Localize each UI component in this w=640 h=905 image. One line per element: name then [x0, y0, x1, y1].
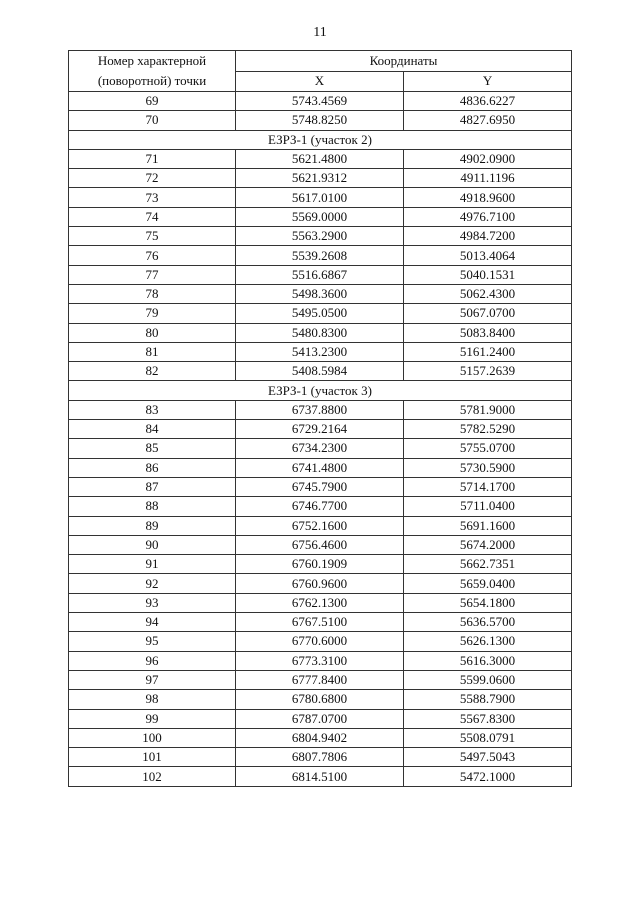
header-point-line2: (поворотной) точки: [97, 73, 207, 88]
x-coordinate-cell: 5539.2608: [236, 246, 404, 265]
x-coordinate-cell: 5743.4569: [236, 92, 404, 111]
point-number-cell: 69: [69, 92, 236, 111]
y-coordinate-cell: 5567.8300: [404, 709, 572, 728]
y-coordinate-cell: 4836.6227: [404, 92, 572, 111]
y-coordinate-cell: 5616.3000: [404, 651, 572, 670]
x-coordinate-cell: 6762.1300: [236, 593, 404, 612]
x-coordinate-cell: 5413.2300: [236, 342, 404, 361]
point-number-cell: 83: [69, 400, 236, 419]
y-coordinate-cell: 5588.7900: [404, 690, 572, 709]
point-number-cell: 95: [69, 632, 236, 651]
x-coordinate-cell: 6746.7700: [236, 497, 404, 516]
x-coordinate-cell: 6773.3100: [236, 651, 404, 670]
table-row: [69, 516, 572, 535]
table-row: [69, 497, 572, 516]
point-number-cell: 80: [69, 323, 236, 342]
table-row: [69, 362, 572, 381]
point-number-cell: 97: [69, 670, 236, 689]
point-number-cell: 86: [69, 458, 236, 477]
table-row: [69, 670, 572, 689]
point-number-cell: 99: [69, 709, 236, 728]
point-number-cell: 87: [69, 477, 236, 496]
table-row: [69, 458, 572, 477]
y-coordinate-cell: 5062.4300: [404, 284, 572, 303]
table-row: [69, 169, 572, 188]
x-coordinate-cell: 6760.9600: [236, 574, 404, 593]
x-coordinate-cell: 6760.1909: [236, 555, 404, 574]
y-coordinate-cell: 4976.7100: [404, 207, 572, 226]
table-row: [69, 400, 572, 419]
table-row: [69, 284, 572, 303]
x-coordinate-cell: 6770.6000: [236, 632, 404, 651]
point-number-cell: 98: [69, 690, 236, 709]
point-number-cell: 82: [69, 362, 236, 381]
table-row: [69, 92, 572, 111]
point-number-cell: 88: [69, 497, 236, 516]
x-coordinate-cell: 6745.7900: [236, 477, 404, 496]
x-coordinate-cell: 6734.2300: [236, 439, 404, 458]
x-coordinate-cell: 5480.8300: [236, 323, 404, 342]
x-coordinate-cell: 6814.5100: [236, 767, 404, 786]
point-number-cell: 73: [69, 188, 236, 207]
table-row: [69, 555, 572, 574]
point-number-cell: 100: [69, 728, 236, 747]
x-coordinate-cell: 5498.3600: [236, 284, 404, 303]
point-number-cell: 77: [69, 265, 236, 284]
x-coordinate-cell: 5748.8250: [236, 111, 404, 130]
y-coordinate-cell: 5636.5700: [404, 613, 572, 632]
point-number-cell: 70: [69, 111, 236, 130]
table-row: [69, 439, 572, 458]
x-coordinate-cell: 6741.4800: [236, 458, 404, 477]
y-coordinate-cell: 5599.0600: [404, 670, 572, 689]
y-coordinate-cell: 5626.1300: [404, 632, 572, 651]
x-coordinate-cell: 5569.0000: [236, 207, 404, 226]
coordinates-table: [68, 50, 572, 787]
point-number-cell: 101: [69, 748, 236, 767]
section-label: ЕЗРЗ-1 (участок 3): [69, 381, 572, 400]
x-coordinate-cell: 6752.1600: [236, 516, 404, 535]
table-row: [69, 748, 572, 767]
table-row: [69, 477, 572, 496]
point-number-cell: 94: [69, 613, 236, 632]
y-coordinate-cell: 5161.2400: [404, 342, 572, 361]
point-number-cell: 96: [69, 651, 236, 670]
y-coordinate-cell: 5472.1000: [404, 767, 572, 786]
x-coordinate-cell: 5495.0500: [236, 304, 404, 323]
table-row: [69, 593, 572, 612]
y-coordinate-cell: 5730.5900: [404, 458, 572, 477]
table-row: [69, 535, 572, 554]
x-coordinate-cell: 5516.6867: [236, 265, 404, 284]
point-number-cell: 76: [69, 246, 236, 265]
x-coordinate-cell: 6729.2164: [236, 420, 404, 439]
x-coordinate-cell: 6756.4600: [236, 535, 404, 554]
point-number-cell: 84: [69, 420, 236, 439]
point-number-cell: 71: [69, 149, 236, 168]
x-coordinate-cell: 6787.0700: [236, 709, 404, 728]
point-number-cell: 81: [69, 342, 236, 361]
y-coordinate-cell: 5714.1700: [404, 477, 572, 496]
y-coordinate-cell: 5691.1600: [404, 516, 572, 535]
y-coordinate-cell: 5083.8400: [404, 323, 572, 342]
x-coordinate-cell: 6780.6800: [236, 690, 404, 709]
table-row: [69, 613, 572, 632]
table-row: [69, 265, 572, 284]
point-number-cell: 75: [69, 227, 236, 246]
point-number-cell: 102: [69, 767, 236, 786]
y-coordinate-cell: 5674.2000: [404, 535, 572, 554]
table-row: [69, 342, 572, 361]
table-header: [69, 51, 572, 92]
x-coordinate-cell: 5617.0100: [236, 188, 404, 207]
x-coordinate-cell: 6807.7806: [236, 748, 404, 767]
y-coordinate-cell: 5013.4064: [404, 246, 572, 265]
table-row: [69, 709, 572, 728]
point-number-cell: 92: [69, 574, 236, 593]
y-coordinate-cell: 5157.2639: [404, 362, 572, 381]
y-coordinate-cell: 5040.1531: [404, 265, 572, 284]
y-coordinate-cell: 5711.0400: [404, 497, 572, 516]
section-row: [69, 381, 572, 400]
point-number-cell: 89: [69, 516, 236, 535]
table-row: [69, 632, 572, 651]
y-coordinate-cell: 4918.9600: [404, 188, 572, 207]
y-coordinate-cell: 5782.5290: [404, 420, 572, 439]
y-coordinate-cell: 4984.7200: [404, 227, 572, 246]
table-row: [69, 767, 572, 786]
table-row: [69, 227, 572, 246]
page-number: 11: [313, 25, 327, 40]
x-coordinate-cell: 5563.2900: [236, 227, 404, 246]
header-y: Y: [404, 71, 572, 92]
y-coordinate-cell: 5508.0791: [404, 728, 572, 747]
x-coordinate-cell: 5621.9312: [236, 169, 404, 188]
point-number-cell: 79: [69, 304, 236, 323]
y-coordinate-cell: 5781.9000: [404, 400, 572, 419]
table-row: [69, 323, 572, 342]
table-row: [69, 651, 572, 670]
header-point-line1: Номер характерной: [97, 53, 207, 68]
x-coordinate-cell: 6777.8400: [236, 670, 404, 689]
header-point-number: [69, 51, 236, 92]
point-number-cell: 74: [69, 207, 236, 226]
table-row: [69, 420, 572, 439]
y-coordinate-cell: 4911.1196: [404, 169, 572, 188]
y-coordinate-cell: 5497.5043: [404, 748, 572, 767]
table-row: [69, 728, 572, 747]
table-row: [69, 111, 572, 130]
y-coordinate-cell: 5654.1800: [404, 593, 572, 612]
y-coordinate-cell: 5659.0400: [404, 574, 572, 593]
point-number-cell: 72: [69, 169, 236, 188]
table-row: [69, 246, 572, 265]
point-number-cell: 91: [69, 555, 236, 574]
header-coordinates: Координаты: [236, 51, 572, 72]
x-coordinate-cell: 5408.5984: [236, 362, 404, 381]
point-number-cell: 90: [69, 535, 236, 554]
header-x: X: [236, 71, 404, 92]
table-row: [69, 149, 572, 168]
point-number-cell: 93: [69, 593, 236, 612]
table-row: [69, 690, 572, 709]
x-coordinate-cell: 6804.9402: [236, 728, 404, 747]
x-coordinate-cell: 5621.4800: [236, 149, 404, 168]
x-coordinate-cell: 6737.8800: [236, 400, 404, 419]
section-row: [69, 130, 572, 149]
table-row: [69, 574, 572, 593]
table-row: [69, 207, 572, 226]
table-row: [69, 188, 572, 207]
x-coordinate-cell: 6767.5100: [236, 613, 404, 632]
y-coordinate-cell: 4827.6950: [404, 111, 572, 130]
table-body: [69, 92, 572, 787]
point-number-cell: 85: [69, 439, 236, 458]
y-coordinate-cell: 5067.0700: [404, 304, 572, 323]
point-number-cell: 78: [69, 284, 236, 303]
y-coordinate-cell: 5662.7351: [404, 555, 572, 574]
y-coordinate-cell: 4902.0900: [404, 149, 572, 168]
section-label: ЕЗРЗ-1 (участок 2): [69, 130, 572, 149]
table-row: [69, 304, 572, 323]
y-coordinate-cell: 5755.0700: [404, 439, 572, 458]
